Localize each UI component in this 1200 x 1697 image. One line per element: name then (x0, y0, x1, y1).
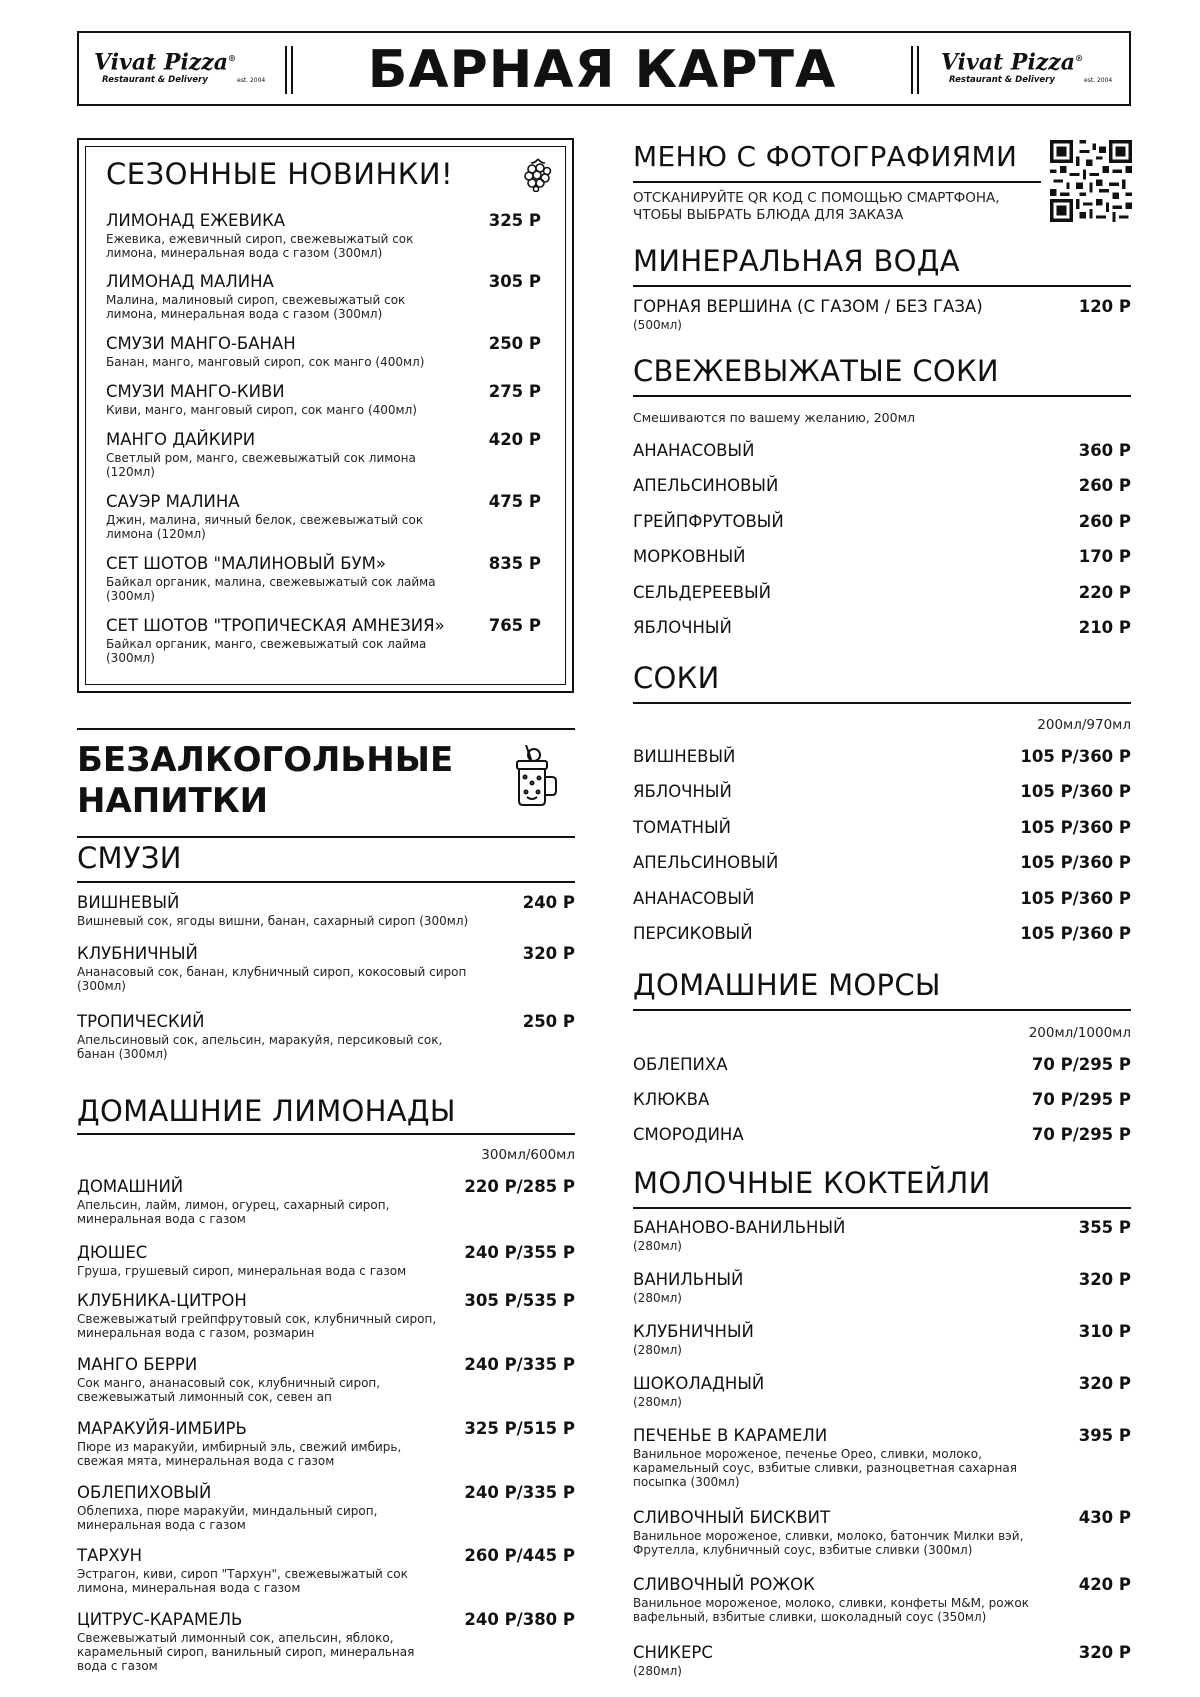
section-rule (633, 702, 1131, 704)
item-description: Ванильное мороженое, сливки, молоко, батончик Милки вэй, Фрутелла, клубничный соус, взбитые сливки (300мл) (633, 1529, 1024, 1557)
section-rule (633, 181, 1041, 183)
item-name: ШОКОЛАДНЫЙ (633, 1374, 765, 1393)
mineral-water-title: МИНЕРАЛЬНАЯ ВОДА (633, 244, 960, 278)
item-price: 170 Р (1078, 547, 1131, 566)
logo-est: est. 2004 (237, 77, 266, 84)
item-name: СМУЗИ МАНГО-БАНАН (106, 334, 296, 353)
volume-note: 300мл/600мл (481, 1147, 575, 1163)
item-price: 325 Р (488, 211, 541, 230)
item-name: ВИШНЕВЫЙ (633, 747, 736, 766)
item-price: 105 Р/360 Р (1020, 818, 1131, 837)
item-price: 325 Р/515 Р (464, 1419, 575, 1438)
item-price: 765 Р (488, 616, 541, 635)
raspberry-icon (521, 156, 555, 192)
item-name: МАНГО БЕРРИ (77, 1355, 198, 1374)
divider (291, 46, 293, 94)
item-price: 355 Р (1078, 1218, 1131, 1237)
logo-reg: ® (1075, 53, 1084, 63)
lemonade-jar-icon (512, 745, 562, 807)
item-price: 275 Р (488, 382, 541, 401)
item-description: (500мл) (633, 318, 682, 332)
item-description: Свежевыжатый лимонный сок, апельсин, яблоко, карамельный сироп, ванильный сироп, минеральная вода с газом (77, 1631, 415, 1673)
divider (917, 46, 919, 94)
item-name: ГРЕЙПФРУТОВЫЙ (633, 512, 784, 531)
item-price: 320 Р (1078, 1643, 1131, 1662)
item-price: 105 Р/360 Р (1020, 924, 1131, 943)
section-rule (633, 1207, 1131, 1209)
seasonal-box (77, 138, 574, 693)
section-rule (633, 285, 1131, 287)
section-rule (77, 881, 575, 883)
item-price: 320 Р (1078, 1270, 1131, 1289)
item-name: ВИШНЕВЫЙ (77, 893, 180, 912)
item-description: (280мл) (633, 1291, 682, 1305)
section-rule (77, 836, 575, 838)
item-description: Апельсиновый сок, апельсин, маракуйя, персиковый сок, банан (300мл) (77, 1033, 443, 1061)
subtitle-line: ОТСКАНИРУЙТЕ QR КОД С ПОМОЩЬЮ СМАРТФОНА, (633, 190, 1000, 206)
item-name: СЛИВОЧНЫЙ БИСКВИТ (633, 1508, 831, 1527)
item-name: ТАРХУН (77, 1546, 143, 1565)
item-name: ЛИМОНАД МАЛИНА (106, 272, 274, 291)
title-line: БЕЗАЛКОГОЛЬНЫЕ (77, 740, 454, 780)
item-name: СЕТ ШОТОВ "ТРОПИЧЕСКАЯ АМНЕЗИЯ» (106, 616, 445, 635)
item-price: 310 Р (1078, 1322, 1131, 1341)
item-name: ПЕРСИКОВЫЙ (633, 924, 753, 943)
item-name: ЯБЛОЧНЫЙ (633, 618, 732, 637)
item-description: Ванильное мороженое, печенье Орео, сливки, молоко, карамельный соус, взбитые сливки, разноцветная сахарная посыпка (300мл) (633, 1447, 1017, 1489)
item-description: Вишневый сок, ягоды вишни, банан, сахарный сироп (300мл) (77, 914, 469, 928)
item-price: 360 Р (1078, 441, 1131, 460)
item-description: (280мл) (633, 1343, 682, 1357)
item-description: Ежевика, ежевичный сироп, свежевыжатый сок лимона, минеральная вода с газом (300мл) (106, 232, 414, 260)
item-name: ЯБЛОЧНЫЙ (633, 782, 732, 801)
item-price: 305 Р (488, 272, 541, 291)
item-description: Сок манго, ананасовый сок, клубничный сироп, свежевыжатый лимонный сок, севен ап (77, 1376, 381, 1404)
item-name: ПЕЧЕНЬЕ В КАРАМЕЛИ (633, 1426, 828, 1445)
item-price: 305 Р/535 Р (464, 1291, 575, 1310)
smoothies-title: СМУЗИ (77, 841, 182, 875)
item-price: 210 Р (1078, 618, 1131, 637)
item-name: ЦИТРУС-КАРАМЕЛЬ (77, 1610, 243, 1629)
item-name: МОРКОВНЫЙ (633, 547, 746, 566)
item-name: АНАНАСОВЫЙ (633, 889, 755, 908)
logo-name: Vivat Pizza (941, 49, 1076, 76)
item-price: 70 Р/295 Р (1031, 1055, 1131, 1074)
item-name: ГОРНАЯ ВЕРШИНА (С ГАЗОМ / БЕЗ ГАЗА) (633, 297, 983, 316)
item-name: САУЭР МАЛИНА (106, 492, 240, 511)
item-name: СЕТ ШОТОВ "МАЛИНОВЫЙ БУМ» (106, 554, 386, 573)
item-name: ВАНИЛЬНЫЙ (633, 1270, 744, 1289)
item-name: СЛИВОЧНЫЙ РОЖОК (633, 1575, 815, 1594)
volume-note: 200мл/970мл (1037, 717, 1131, 733)
item-description: Свежевыжатый грейпфрутовый сок, клубничный сироп, минеральная вода с газом, розмарин (77, 1312, 437, 1340)
logo-right (941, 45, 1113, 95)
item-description: Байкал органик, манго, свежевыжатый сок лайма (300мл) (106, 637, 427, 665)
item-price: 250 Р (522, 1012, 575, 1031)
item-price: 260 Р (1078, 476, 1131, 495)
item-name: СМУЗИ МАНГО-КИВИ (106, 382, 285, 401)
item-price: 120 Р (1078, 297, 1131, 316)
item-name: АПЕЛЬСИНОВЫЙ (633, 476, 779, 495)
item-price: 420 Р (488, 430, 541, 449)
logo-subtitle: Restaurant & Delivery (102, 75, 208, 85)
item-name: СЕЛЬДЕРЕЕВЫЙ (633, 583, 772, 602)
non-alcoholic-title (77, 740, 453, 822)
qr-code-icon[interactable] (1050, 140, 1132, 222)
item-description: Груша, грушевый сироп, минеральная вода с газом (77, 1264, 407, 1278)
item-price: 835 Р (488, 554, 541, 573)
logo-reg: ® (228, 53, 237, 63)
item-price: 220 Р (1078, 583, 1131, 602)
item-description: Облепиха, пюре маракуйи, миндальный сироп, минеральная вода с газом (77, 1504, 378, 1532)
item-name: ТРОПИЧЕСКИЙ (77, 1012, 205, 1031)
item-description: Ванильное мороженое, молоко, сливки, конфеты M&M, рожок вафельный, взбитые сливки, шоколадный соус (350мл) (633, 1596, 1029, 1624)
divider (911, 46, 913, 94)
item-price: 240 Р/335 Р (464, 1483, 575, 1502)
item-description: Байкал органик, малина, свежевыжатый сок лайма (300мл) (106, 575, 436, 603)
photo-menu-title: МЕНЮ С ФОТОГРАФИЯМИ (633, 140, 1018, 173)
item-name: СМОРОДИНА (633, 1125, 744, 1144)
item-name: МАНГО ДАЙКИРИ (106, 430, 256, 449)
item-name: АНАНАСОВЫЙ (633, 441, 755, 460)
item-description: Киви, манго, манговый сироп, сок манго (400мл) (106, 403, 417, 417)
item-description: Джин, малина, яичный белок, свежевыжатый сок лимона (120мл) (106, 513, 424, 541)
section-rule (77, 1133, 575, 1135)
item-price: 220 Р/285 Р (464, 1177, 575, 1196)
item-name: КЛУБНИЧНЫЙ (633, 1322, 754, 1341)
item-description: Малина, малиновый сироп, свежевыжатый сок лимона, минеральная вода с газом (300мл) (106, 293, 406, 321)
volume-note: 200мл/1000мл (1028, 1025, 1131, 1041)
item-description: Светлый ром, манго, свежевыжатый сок лимона (120мл) (106, 451, 416, 479)
item-name: ЛИМОНАД ЕЖЕВИКА (106, 211, 286, 230)
item-description: Пюре из маракуйи, имбирный эль, свежий имбирь, свежая мята, минеральная вода с газом (77, 1440, 402, 1468)
section-rule (633, 395, 1131, 397)
logo-left (94, 45, 266, 95)
item-description: Эстрагон, киви, сироп "Тархун", свежевыжатый сок лимона, минеральная вода с газом (77, 1567, 408, 1595)
subtitle-line: ЧТОБЫ ВЫБРАТЬ БЛЮДА ДЛЯ ЗАКАЗА (633, 207, 904, 223)
item-price: 240 Р/355 Р (464, 1243, 575, 1262)
item-description: Ананасовый сок, банан, клубничный сироп, кокосовый сироп (300мл) (77, 965, 467, 993)
title-line: НАПИТКИ (77, 781, 269, 821)
item-price: 105 Р/360 Р (1020, 889, 1131, 908)
divider (285, 46, 287, 94)
lemonades-title: ДОМАШНИЕ ЛИМОНАДЫ (77, 1094, 456, 1128)
mors-title: ДОМАШНИЕ МОРСЫ (633, 968, 941, 1002)
item-name: ОБЛЕПИХОВЫЙ (77, 1483, 212, 1502)
item-name: ДЮШЕС (77, 1243, 148, 1262)
item-price: 105 Р/360 Р (1020, 782, 1131, 801)
item-price: 105 Р/360 Р (1020, 853, 1131, 872)
item-price: 260 Р/445 Р (464, 1546, 575, 1565)
item-price: 430 Р (1078, 1508, 1131, 1527)
logo-subtitle: Restaurant & Delivery (949, 75, 1055, 85)
item-name: СНИКЕРС (633, 1643, 713, 1662)
item-price: 320 Р (1078, 1374, 1131, 1393)
item-price: 70 Р/295 Р (1031, 1090, 1131, 1109)
item-price: 260 Р (1078, 512, 1131, 531)
item-name: АПЕЛЬСИНОВЫЙ (633, 853, 779, 872)
item-price: 475 Р (488, 492, 541, 511)
page-title: БАРНАЯ КАРТА (367, 40, 837, 100)
item-price: 420 Р (1078, 1575, 1131, 1594)
fresh-juices-note: Смешиваются по вашему желанию, 200мл (633, 410, 916, 425)
seasonal-title: СЕЗОННЫЕ НОВИНКИ! (106, 157, 454, 191)
item-price: 250 Р (488, 334, 541, 353)
item-price: 320 Р (522, 944, 575, 963)
item-description: Банан, манго, манговый сироп, сок манго (400мл) (106, 355, 425, 369)
logo-name: Vivat Pizza (94, 49, 229, 76)
section-rule (77, 728, 575, 730)
milkshakes-title: МОЛОЧНЫЕ КОКТЕЙЛИ (633, 1166, 991, 1200)
section-rule (633, 1009, 1131, 1011)
item-name: ОБЛЕПИХА (633, 1055, 728, 1074)
item-description: (280мл) (633, 1395, 682, 1409)
item-description: (280мл) (633, 1239, 682, 1253)
item-name: БАНАНОВО-ВАНИЛЬНЫЙ (633, 1218, 846, 1237)
item-price: 240 Р/380 Р (464, 1610, 575, 1629)
item-description: (280мл) (633, 1664, 682, 1678)
item-price: 70 Р/295 Р (1031, 1125, 1131, 1144)
item-price: 105 Р/360 Р (1020, 747, 1131, 766)
item-name: ТОМАТНЫЙ (633, 818, 731, 837)
logo-est: est. 2004 (1084, 77, 1113, 84)
fresh-juices-title: СВЕЖЕВЫЖАТЫЕ СОКИ (633, 354, 999, 388)
juices-title: СОКИ (633, 661, 720, 695)
photo-menu-subtitle (633, 190, 1000, 224)
item-description: Апельсин, лайм, лимон, огурец, сахарный сироп, минеральная вода с газом (77, 1198, 390, 1226)
item-name: КЛУБНИЧНЫЙ (77, 944, 198, 963)
item-price: 395 Р (1078, 1426, 1131, 1445)
item-name: КЛЮКВА (633, 1090, 710, 1109)
item-name: МАРАКУЙЯ-ИМБИРЬ (77, 1419, 247, 1438)
item-price: 240 Р/335 Р (464, 1355, 575, 1374)
item-price: 240 Р (522, 893, 575, 912)
header-banner (77, 31, 1131, 106)
item-name: ДОМАШНИЙ (77, 1177, 184, 1196)
item-name: КЛУБНИКА-ЦИТРОН (77, 1291, 247, 1310)
